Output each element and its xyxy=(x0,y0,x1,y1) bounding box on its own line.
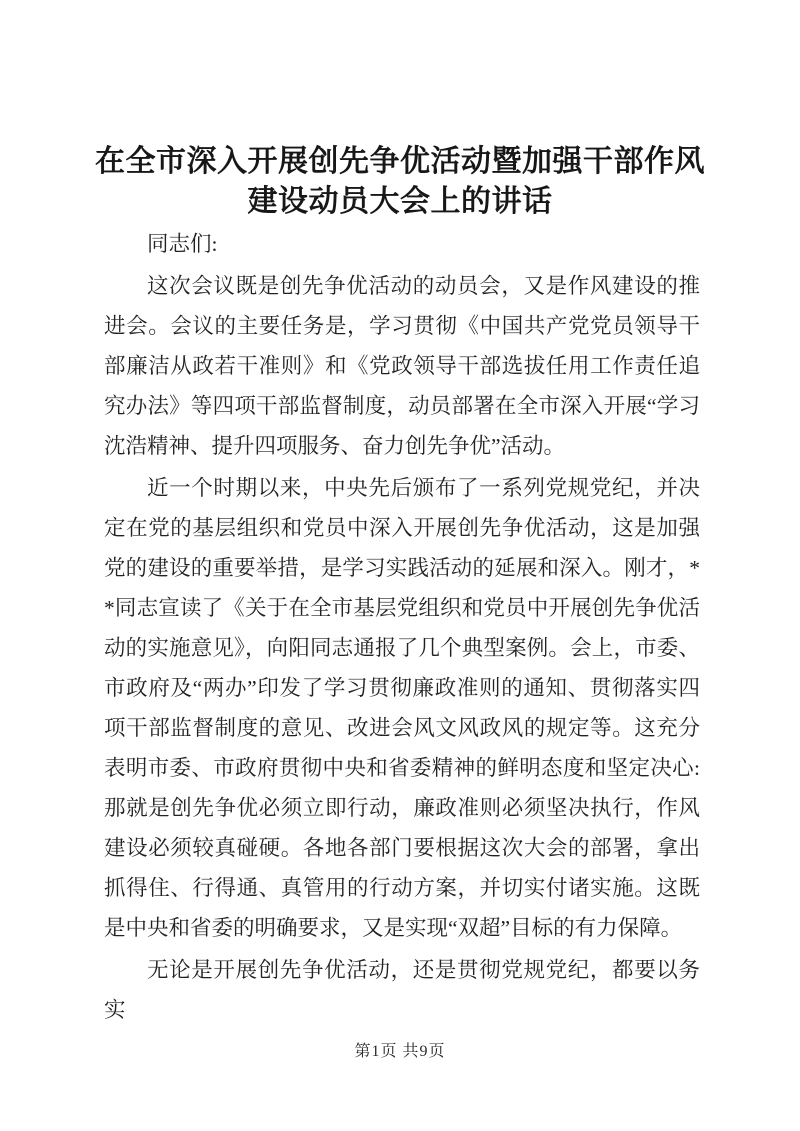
body-paragraph-2: 近一个时期以来，中央先后颁布了一系列党规党纪，并决定在党的基层组织和党员中深入开展创先争优活动，这是加强党的建设的重要举措，是学习实践活动的延展和深入。刚才，**同志宣读了《关于在全市基层党组织和党员中开展创先争优活动的实施意见》，向阳同志通报了几个典型案例。会上，市委、市政府及“两办”印发了学习贯彻廉政准则的通知、贯彻落实四项干部监督制度的意见、改进会风文风政风的规定等。这充分表明市委、市政府贯彻中央和省委精神的鲜明态度和坚定决心: 那就是创先争优必须立即行动，廉政准则必须坚决执行，作风建设必须较真碰硬。各地各部门要根据这次大会的部署，拿出抓得住、行得通、真管用的行动方案，并切实付诸实施。这既是中央和省委的明确要求，又是实现“双超”目标的有力保障。 xyxy=(104,476,700,940)
page-number-footer: 第1页 共9页 xyxy=(354,1043,446,1060)
body-paragraph-1: 这次会议既是创先争优活动的动员会，又是作风建设的推进会。会议的主要任务是，学习贯彻《中国共产党党员领导干部廉洁从政若干准则》和《党政领导干部选拔任用工作责任追究办法》等四项干部监督制度，动员部署在全市深入开展“学习沈浩精神、提升四项服务、奋力创先争优”活动。 xyxy=(104,274,700,458)
document-body xyxy=(104,224,700,1030)
document-title: 在全市深入开展创先争优活动暨加强干部作风建设动员大会上的讲话 xyxy=(95,145,705,218)
salutation-paragraph: 同志们: xyxy=(147,232,218,256)
body-paragraph-3: 无论是开展创先争优活动，还是贯彻党规党纪，都要以务实 xyxy=(104,958,700,1022)
